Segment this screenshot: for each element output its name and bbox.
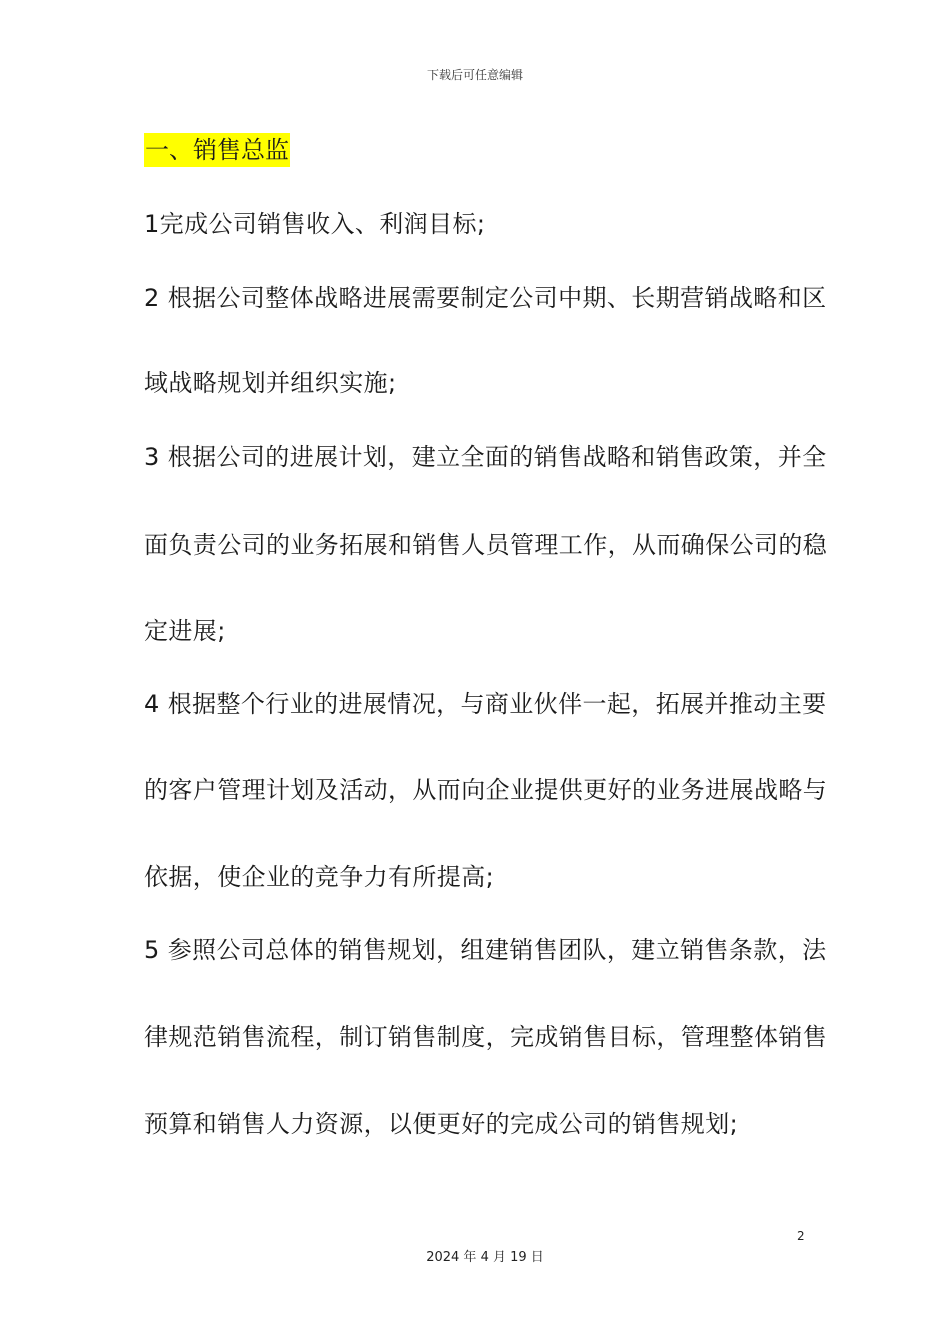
body-line: 面负责公司的业务拓展和销售人员管理工作，从而确保公司的稳 [144, 531, 828, 559]
body-line: 2 根据公司整体战略进展需要制定公司中期、长期营销战略和区 [144, 284, 827, 312]
body-line: 4 根据整个行业的进展情况，与商业伙伴一起，拓展并推动主要 [144, 690, 827, 718]
page-number: 2 [797, 1229, 805, 1243]
header-note: 下载后可任意编辑 [426, 68, 523, 82]
body-line: 5 参照公司总体的销售规划，组建销售团队，建立销售条款，法 [144, 936, 827, 964]
body-line: 律规范销售流程，制订销售制度，完成销售目标，管理整体销售 [144, 1023, 828, 1051]
body-line: 1完成公司销售收入、利润目标; [144, 210, 486, 238]
body-line: 预算和销售人力资源，以便更好的完成公司的销售规划; [144, 1110, 739, 1138]
body-line: 域战略规划并组织实施; [144, 369, 397, 397]
body-line: 定进展; [144, 617, 226, 645]
footer-date: 2024 年 4 月 19 日 [426, 1250, 544, 1265]
body-line: 3 根据公司的进展计划，建立全面的销售战略和销售政策，并全 [144, 443, 827, 471]
body-line: 的客户管理计划及活动，从而向企业提供更好的业务进展战略与 [144, 776, 828, 804]
body-line: 依据，使企业的竞争力有所提高; [144, 863, 495, 891]
section-heading: 一、销售总监 [144, 133, 290, 167]
